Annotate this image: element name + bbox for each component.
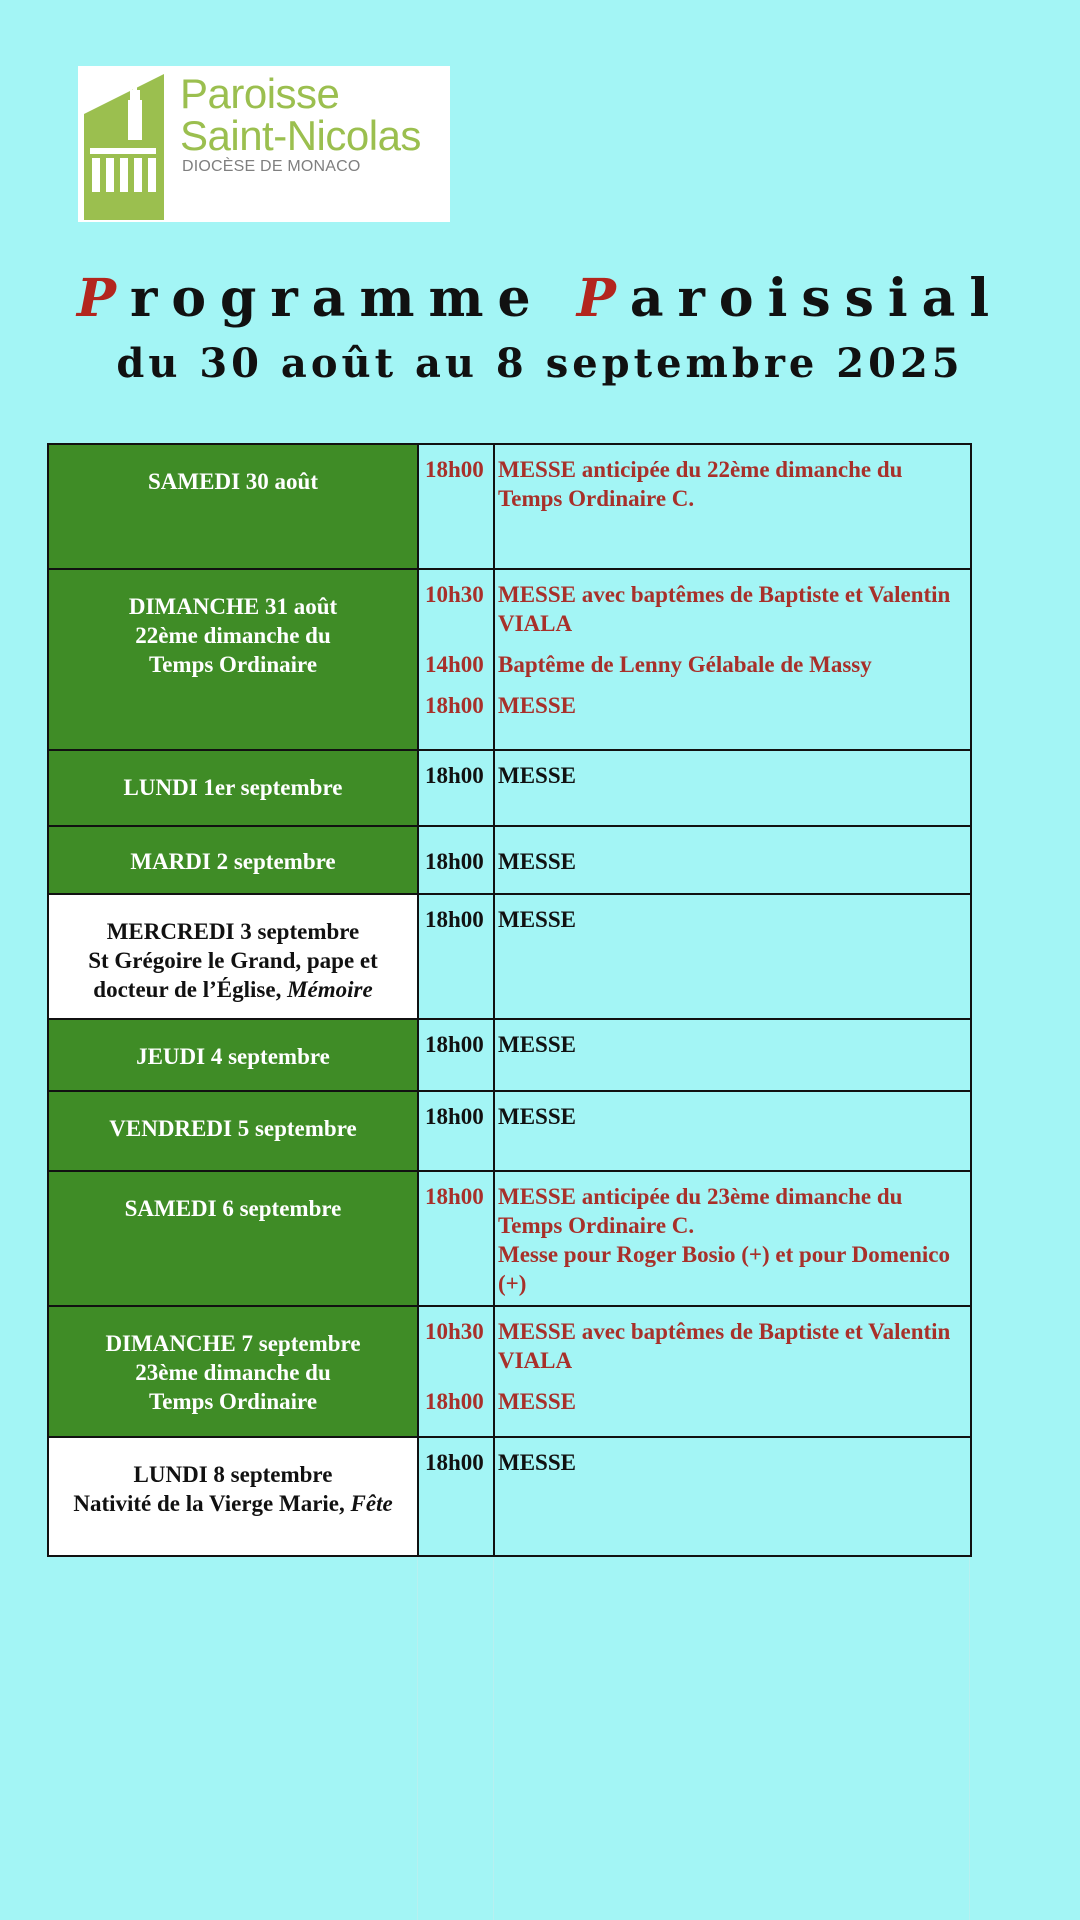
event-time: 18h00 <box>425 849 484 874</box>
column-guide <box>494 1556 970 1920</box>
table-row <box>48 1437 971 1556</box>
day-cell <box>48 569 418 750</box>
event-text: MESSE <box>498 1389 576 1414</box>
event-time: 18h00 <box>425 763 484 788</box>
table-row <box>48 444 971 569</box>
time-cell <box>418 894 494 1019</box>
event-text: MESSE <box>498 849 576 874</box>
event-text: MESSE avec baptêmes de Baptiste et Valentin VIALA <box>498 1319 951 1373</box>
event-intention: Messe pour Roger Bosio (+) et pour Domenico (+) <box>498 1242 950 1296</box>
event-text: MESSE anticipée du 23ème dimanche du Temps Ordinaire C. <box>498 1184 903 1238</box>
table-row <box>48 1091 971 1171</box>
time-cell <box>418 444 494 569</box>
event-cell <box>494 894 971 1019</box>
event-time: 18h00 <box>425 1184 484 1209</box>
time-cell <box>418 750 494 826</box>
event-text: MESSE <box>498 763 576 788</box>
event-cell <box>494 1091 971 1171</box>
day-subtitle: Temps Ordinaire <box>148 1389 318 1414</box>
event-text: MESSE anticipée du 22ème dimanche du Temps Ordinaire C. <box>498 457 903 511</box>
event-time: 18h00 <box>425 1450 484 1475</box>
day-cell <box>48 1171 418 1306</box>
time-cell <box>418 1171 494 1306</box>
event-cell <box>494 826 971 894</box>
event-time: 18h00 <box>425 457 484 482</box>
event-time: 10h30 <box>425 1319 484 1344</box>
title-word: aroissial <box>629 268 1004 329</box>
time-cell <box>418 1437 494 1556</box>
event-cell <box>494 750 971 826</box>
event-cell <box>494 1171 971 1306</box>
event-time: 14h00 <box>425 652 484 677</box>
day-label: SAMEDI 6 septembre <box>124 1196 342 1221</box>
day-cell <box>48 1306 418 1437</box>
day-subtitle: 23ème dimanche du <box>135 1360 331 1385</box>
time-cell <box>418 1019 494 1091</box>
column-guide <box>47 1556 418 1920</box>
day-label: SAMEDI 30 août <box>148 469 318 494</box>
day-label: LUNDI 1er septembre <box>123 775 343 800</box>
event-cell <box>494 1306 971 1437</box>
schedule-table <box>47 443 972 1557</box>
day-subtitle: 22ème dimanche du <box>135 623 331 648</box>
day-cell <box>48 894 418 1019</box>
event-text: MESSE <box>498 693 576 718</box>
page-subtitle: du 30 août au 8 septembre 2025 <box>116 340 964 387</box>
event-time: 18h00 <box>425 1032 484 1057</box>
day-cell <box>48 826 418 894</box>
day-cell <box>48 444 418 569</box>
parish-logo <box>78 66 450 222</box>
day-label: LUNDI 8 septembre <box>133 1462 333 1487</box>
table-row <box>48 1306 971 1437</box>
table-row <box>48 826 971 894</box>
column-guide <box>418 1556 494 1920</box>
title-initial: P <box>576 268 630 329</box>
event-time: 18h00 <box>425 1389 484 1414</box>
event-text: MESSE <box>498 907 576 932</box>
day-label: DIMANCHE 31 août <box>128 594 338 619</box>
event-time: 18h00 <box>425 693 484 718</box>
time-cell <box>418 1091 494 1171</box>
logo-line-paroisse: Paroisse <box>180 70 340 117</box>
day-label: VENDREDI 5 septembre <box>109 1116 357 1141</box>
day-label: DIMANCHE 7 septembre <box>105 1331 361 1356</box>
page-title <box>0 268 1080 329</box>
table-row <box>48 1019 971 1091</box>
day-cell <box>48 750 418 826</box>
day-subtitle: docteur de l’Église, Mémoire <box>93 977 373 1002</box>
event-cell <box>494 1437 971 1556</box>
table-row <box>48 569 971 750</box>
time-cell <box>418 826 494 894</box>
event-cell <box>494 569 971 750</box>
event-cell <box>494 444 971 569</box>
table-row <box>48 1171 971 1306</box>
day-cell <box>48 1437 418 1556</box>
event-text: Baptême de Lenny Gélabale de Massy <box>498 652 872 677</box>
day-cell <box>48 1091 418 1171</box>
event-text: MESSE <box>498 1032 576 1057</box>
day-label: MERCREDI 3 septembre <box>106 919 360 944</box>
church-logo-icon <box>78 66 178 222</box>
table-row <box>48 750 971 826</box>
day-subtitle: St Grégoire le Grand, pape et <box>88 948 378 973</box>
event-text: MESSE avec baptêmes de Baptiste et Valentin VIALA <box>498 582 951 636</box>
event-time: 18h00 <box>425 907 484 932</box>
liturgical-rank: Fête <box>350 1491 393 1516</box>
table-row <box>48 894 971 1019</box>
event-text: MESSE <box>498 1104 576 1129</box>
event-time: 10h30 <box>425 582 484 607</box>
day-subtitle: Nativité de la Vierge Marie, Fête <box>73 1491 393 1516</box>
event-text: MESSE <box>498 1450 576 1475</box>
event-time: 18h00 <box>425 1104 484 1129</box>
day-label: MARDI 2 septembre <box>130 849 336 874</box>
logo-line-diocese: DIOCÈSE DE MONACO <box>182 158 361 175</box>
liturgical-rank: Mémoire <box>287 977 373 1002</box>
day-cell <box>48 1019 418 1091</box>
event-cell <box>494 1019 971 1091</box>
day-label: JEUDI 4 septembre <box>136 1044 330 1069</box>
logo-line-saint-nicolas: Saint-Nicolas <box>180 112 421 159</box>
title-word: rogramme <box>129 268 545 329</box>
time-cell <box>418 569 494 750</box>
title-initial: P <box>76 268 130 329</box>
day-subtitle: Temps Ordinaire <box>148 652 318 677</box>
time-cell <box>418 1306 494 1437</box>
